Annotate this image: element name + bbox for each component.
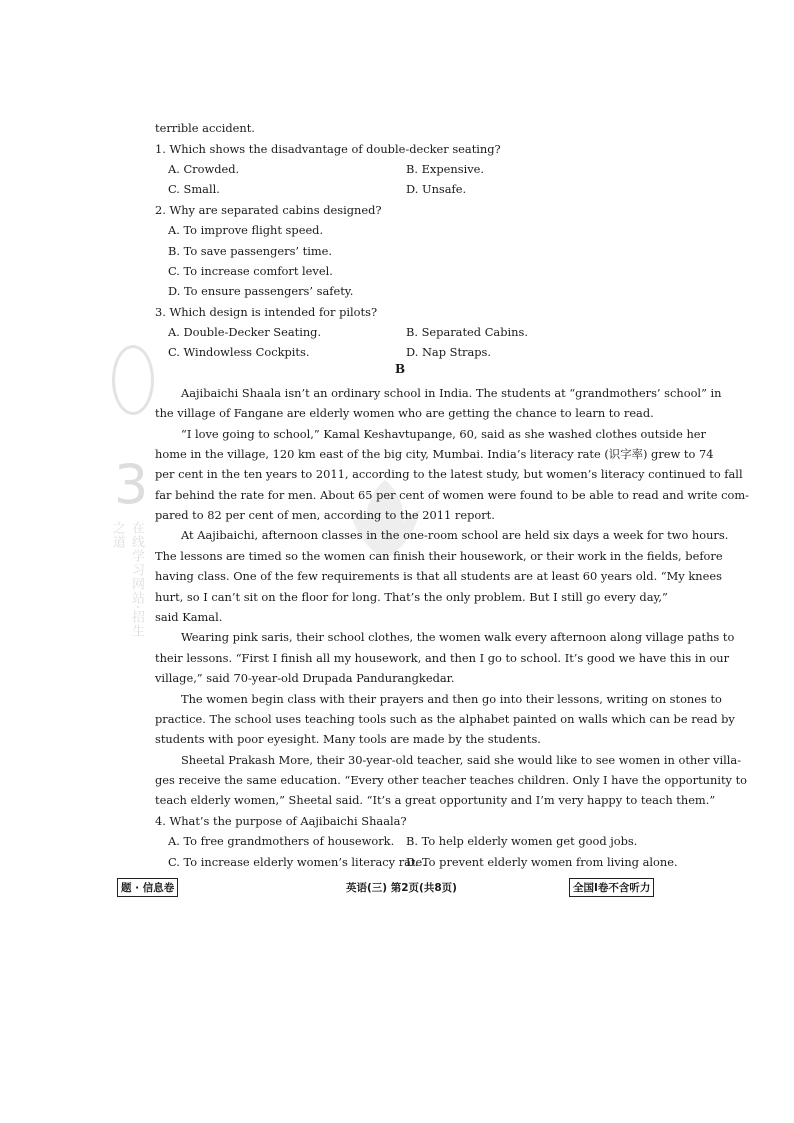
q2-option-c[interactable]: C. To increase comfort level. <box>168 264 333 278</box>
passage-line: home in the village, 120 km east of the big city, Mumbai. India’s literacy rate (识字率) grew to 74 <box>155 447 714 461</box>
q2-option-d[interactable]: D. To ensure passengers’ safety. <box>168 284 354 298</box>
q1-stem: 1. Which shows the disadvantage of double-decker seating? <box>155 142 501 156</box>
passage-line: Wearing pink saris, their school clothes, the women walk every afternoon along village paths to <box>181 630 735 644</box>
q3-option-a[interactable]: A. Double-Decker Seating. <box>168 325 322 339</box>
q1-option-d[interactable]: D. Unsafe. <box>406 182 467 196</box>
passage-line: Aajibaichi Shaala isn’t an ordinary school in India. The students at “grandmothers’ school” in <box>181 386 722 400</box>
passage-line: The lessons are timed so the women can finish their housework, or their work in the fields, before <box>155 549 723 563</box>
passage-line: pared to 82 per cent of men, according to the 2011 report. <box>155 508 495 522</box>
passage-line: per cent in the ten years to 2011, according to the latest study, but women’s literacy continued to fall <box>155 467 743 481</box>
q2-option-b[interactable]: B. To save passengers’ time. <box>168 244 333 258</box>
watermark-text: 在线学习网站·招生之道 <box>110 521 144 639</box>
passage-tail: terrible accident. <box>155 121 255 135</box>
watermark-digit: 3 <box>114 453 149 516</box>
q3-option-c[interactable]: C. Windowless Cockpits. <box>168 345 310 359</box>
footer-series-label: 题 · 信息卷 <box>117 878 178 897</box>
passage-line: said Kamal. <box>155 610 223 624</box>
passage-line: The women begin class with their prayers and then go into their lessons, writing on stones to <box>181 692 722 706</box>
passage-line: ges receive the same education. “Every other teacher teaches children. Only I have the opportunity to <box>155 773 748 787</box>
q4-option-c[interactable]: C. To increase elderly women’s literacy rate. <box>168 855 426 869</box>
q3-option-b[interactable]: B. Separated Cabins. <box>406 325 528 339</box>
section-heading: B <box>395 362 406 376</box>
q3-stem: 3. Which design is intended for pilots? <box>155 305 378 319</box>
passage-line: students with poor eyesight. Many tools are made by the students. <box>155 732 541 746</box>
passage-line: hurt, so I can’t sit on the floor for long. That’s the only problem. But I still go every day,” <box>155 590 668 604</box>
watermark-logo <box>112 345 154 645</box>
q1-option-b[interactable]: B. Expensive. <box>406 162 485 176</box>
q2-stem: 2. Why are separated cabins designed? <box>155 203 382 217</box>
passage-line: village,” said 70-year-old Drupada Pandurangkedar. <box>155 671 455 685</box>
logo-seal-icon <box>112 345 154 415</box>
passage-line: practice. The school uses teaching tools such as the alphabet painted on walls which can be read by <box>155 712 735 726</box>
q4-option-a[interactable]: A. To free grandmothers of housework. <box>168 834 395 848</box>
q3-option-d[interactable]: D. Nap Straps. <box>406 345 492 359</box>
q4-option-b[interactable]: B. To help elderly women get good jobs. <box>406 834 638 848</box>
q4-stem: 4. What’s the purpose of Aajibaichi Shaala? <box>155 814 407 828</box>
q1-option-c[interactable]: C. Small. <box>168 182 220 196</box>
passage-line: Sheetal Prakash More, their 30-year-old teacher, said she would like to see women in other villa- <box>181 753 742 767</box>
passage-line: having class. One of the few requirements is that all students are at least 60 years old. “My knees <box>155 569 722 583</box>
passage-line: the village of Fangane are elderly women who are getting the chance to learn to read. <box>155 406 654 420</box>
passage-line: At Aajibaichi, afternoon classes in the one-room school are held six days a week for two hours. <box>181 528 729 542</box>
passage-line: their lessons. “First I finish all my housework, and then I go to school. It’s good we have this in our <box>155 651 730 665</box>
footer-exam-type: 全国Ⅰ卷不含听力 <box>569 878 654 897</box>
passage-line: “I love going to school,” Kamal Keshavtupange, 60, said as she washed clothes outside her <box>181 427 706 441</box>
q1-option-a[interactable]: A. Crowded. <box>168 162 240 176</box>
passage-line: teach elderly women,” Sheetal said. “It’s a great opportunity and I’m very happy to teach them.” <box>155 793 716 807</box>
passage-line: far behind the rate for men. About 65 per cent of women were found to be able to read and write com- <box>155 488 750 502</box>
q2-option-a[interactable]: A. To improve flight speed. <box>168 223 324 237</box>
q4-option-d[interactable]: D. To prevent elderly women from living alone. <box>406 855 678 869</box>
footer-page-number: 英语(三) 第2页(共8页) <box>346 882 457 894</box>
